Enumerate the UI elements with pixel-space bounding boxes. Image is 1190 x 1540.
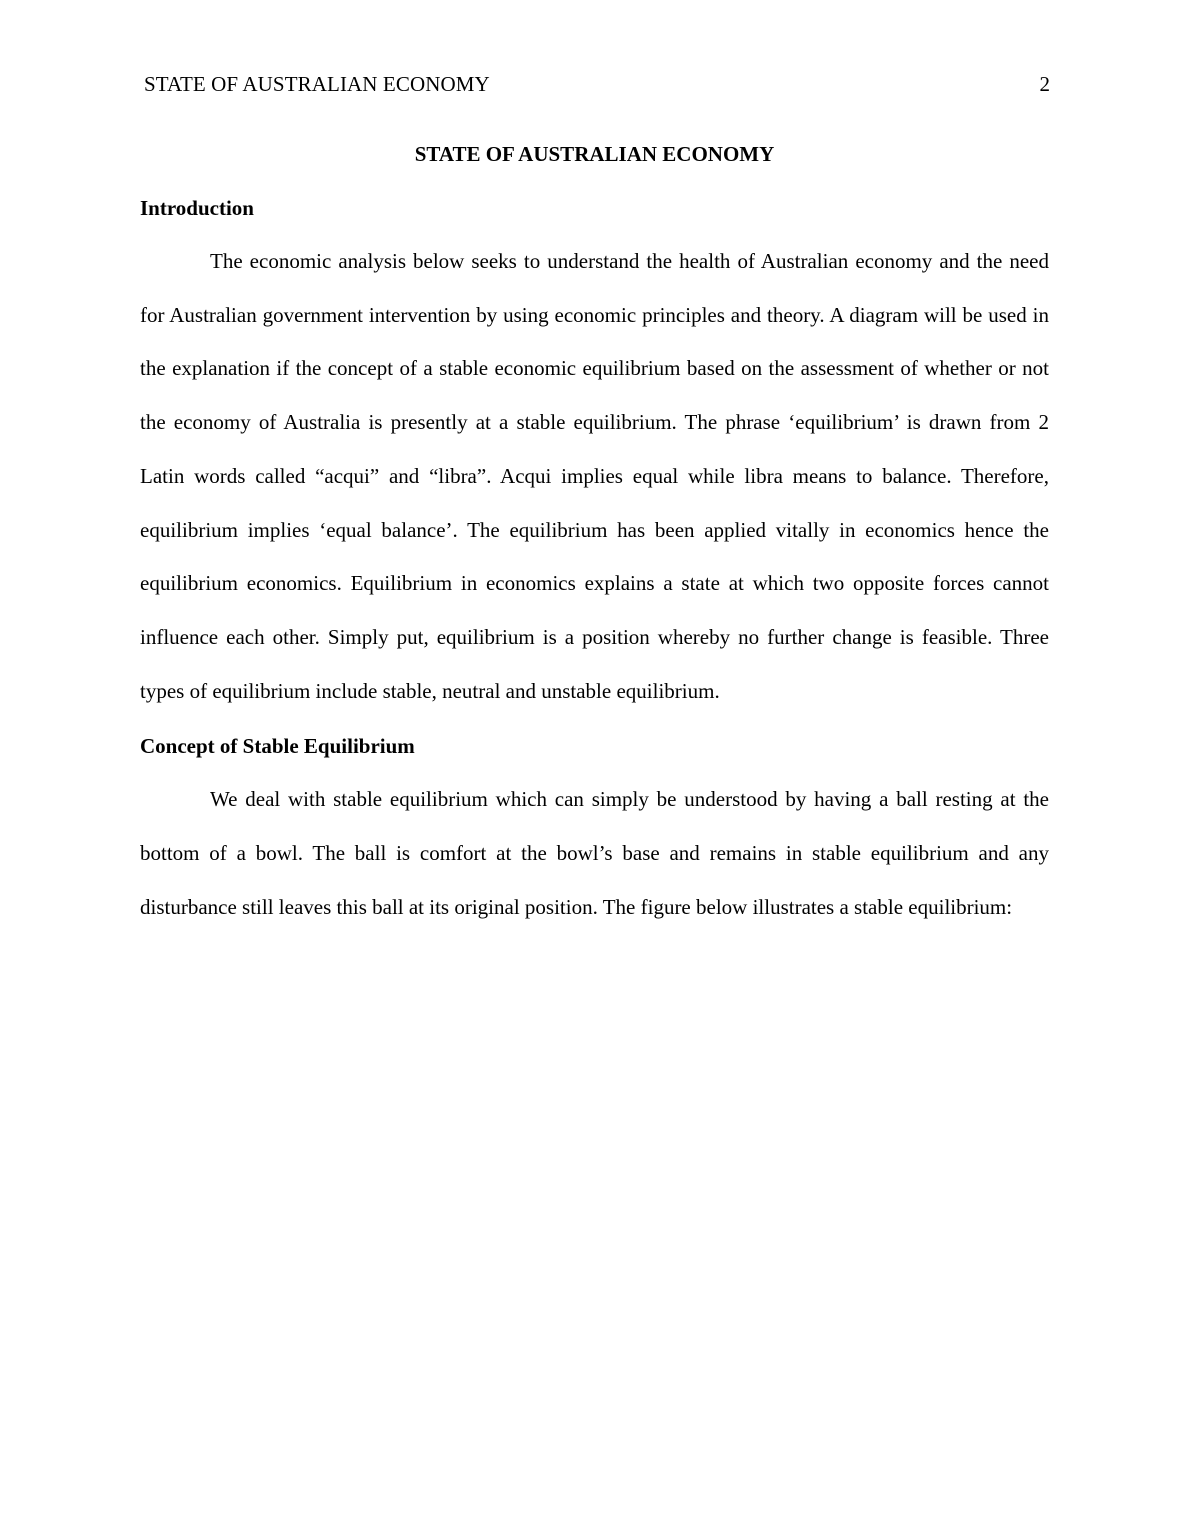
document-title: STATE OF AUSTRALIAN ECONOMY	[414, 142, 775, 166]
document-body	[140, 138, 1049, 934]
stable-equilibrium-paragraph: We deal with stable equilibrium which can simply be understood by having a ball resting at the bottom of a bowl. The ball is comfort at the bowl’s base and remains in stable equilibrium and any disturbance still leaves this ball at its original position. The figure below illustrates a stable equilibrium:	[140, 787, 1049, 919]
section-heading-stable-equilibrium: Concept of Stable Equilibrium	[140, 734, 415, 759]
section-heading-introduction: Introduction	[140, 196, 254, 220]
page-number: 2	[1039, 72, 1050, 96]
running-head: STATE OF AUSTRALIAN ECONOMY	[144, 72, 490, 96]
introduction-paragraph: The economic analysis below seeks to understand the health of Australian economy and the need for Australian government intervention by using economic principles and theory. A diagram will be used in the explanation if the concept of a stable economic equilibrium based on the assessment of whether or not the economy of Australia is presently at a stable equilibrium. The phrase ‘equilibrium’ is drawn from 2 Latin words called “acqui” and “libra”. Acqui implies equal while libra means to balance. Therefore, equilibrium implies ‘equal balance’. The equilibrium has been applied vitally in economics hence the equilibrium economics. Equilibrium in economics explains a state at which two opposite forces cannot influence each other. Simply put, equilibrium is a position whereby no further change is feasible. Three types of equilibrium include stable, neutral and unstable equilibrium.	[140, 249, 1049, 703]
